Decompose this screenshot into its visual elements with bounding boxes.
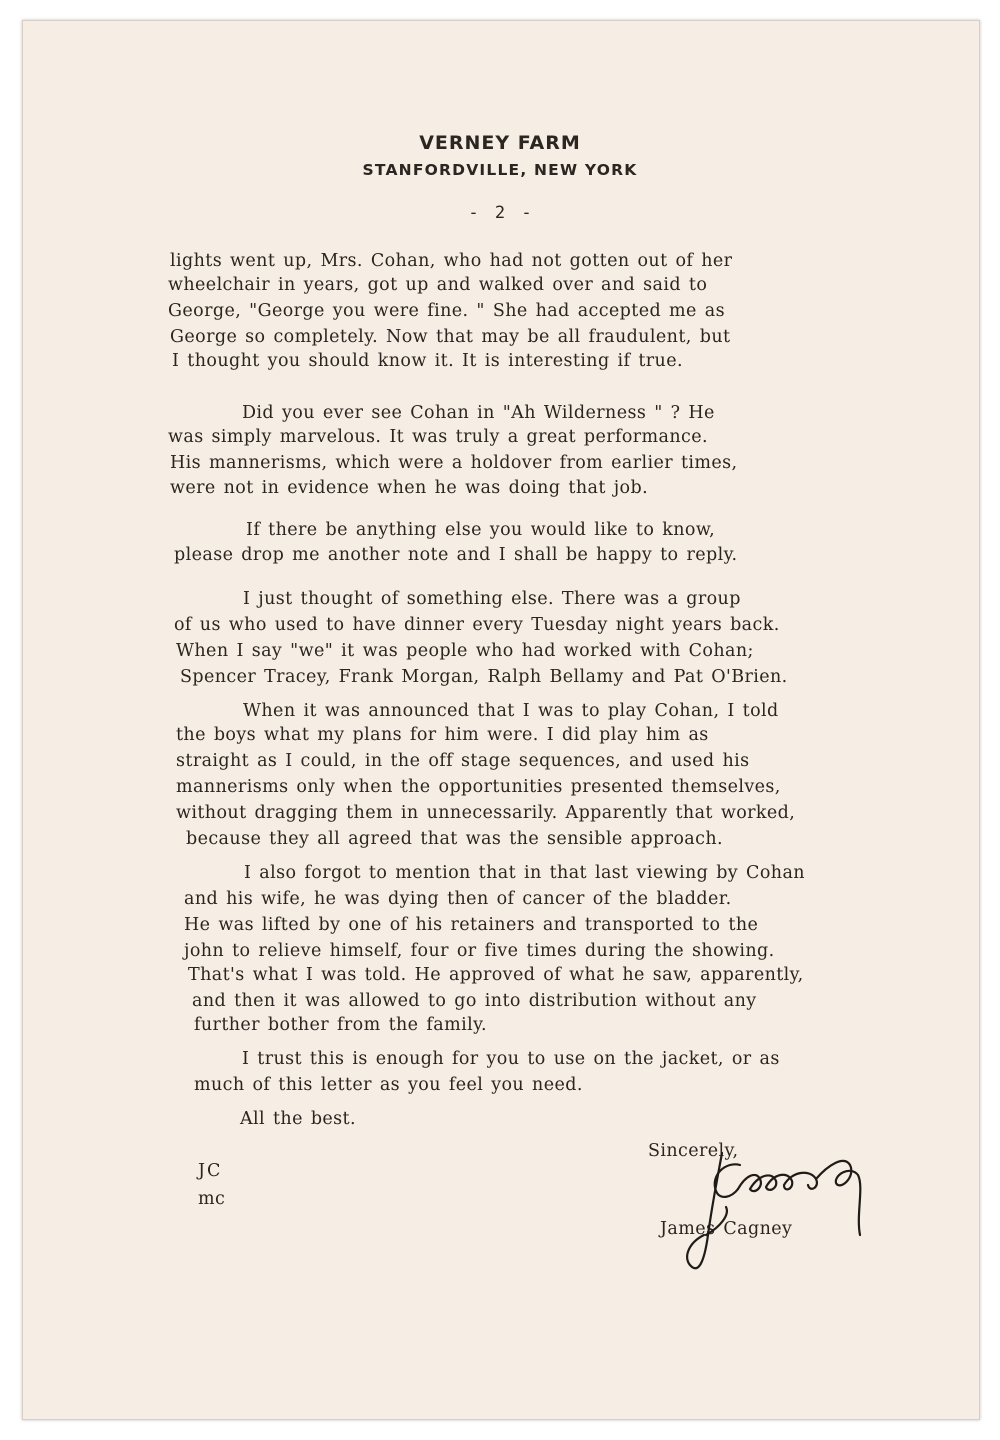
body-line: mannerisms only when the opportunities presented themselves,	[176, 777, 781, 797]
body-line: because they all agreed that was the sensible approach.	[186, 829, 723, 849]
body-line: That's what I was told. He approved of what he saw, apparently,	[188, 965, 804, 985]
typist-initials: JC	[198, 1161, 223, 1181]
typed-signature: James Cagney	[660, 1219, 793, 1239]
body-line: wheelchair in years, got up and walked over and said to	[168, 275, 708, 295]
body-line: much of this letter as you feel you need.	[194, 1075, 583, 1095]
body-line: If there be anything else you would like to know,	[246, 520, 716, 540]
body-line: I trust this is enough for you to use on the jacket, or as	[242, 1049, 780, 1069]
body-line: were not in evidence when he was doing that job.	[170, 478, 649, 498]
body-line: and then it was allowed to go into distribution without any	[192, 991, 757, 1011]
body-line: straight as I could, in the off stage sequences, and used his	[176, 751, 750, 771]
body-line: I just thought of something else. There was a group	[243, 589, 741, 609]
valediction: All the best.	[240, 1109, 356, 1129]
body-line: I also forgot to mention that in that last viewing by Cohan	[244, 863, 805, 883]
body-line: the boys what my plans for him were. I did play him as	[176, 725, 709, 745]
body-line: further bother from the family.	[194, 1015, 488, 1035]
body-line: john to relieve himself, four or five times during the showing.	[184, 941, 775, 961]
body-line: and his wife, he was dying then of cancer of the bladder.	[184, 889, 732, 909]
body-line: please drop me another note and I shall be happy to reply.	[174, 545, 738, 565]
body-line: His mannerisms, which were a holdover from earlier times,	[170, 453, 738, 473]
body-line: Spencer Tracey, Frank Morgan, Ralph Bellamy and Pat O'Brien.	[180, 667, 788, 687]
page-number: - 2 -	[468, 203, 532, 223]
body-line: I thought you should know it. It is interesting if true.	[172, 351, 683, 371]
body-line: He was lifted by one of his retainers and transported to the	[184, 915, 759, 935]
body-line: When I say "we" it was people who had worked with Cohan;	[176, 641, 754, 661]
letterhead-name: VERNEY FARM	[419, 132, 581, 154]
body-line: When it was announced that I was to play Cohan, I told	[243, 701, 779, 721]
body-line: without dragging them in unnecessarily. Apparently that worked,	[176, 803, 796, 823]
body-line: of us who used to have dinner every Tuesday night years back.	[174, 615, 780, 635]
body-line: Did you ever see Cohan in "Ah Wilderness " ? He	[242, 403, 715, 423]
handwritten-signature	[660, 1135, 890, 1275]
body-line: George, "George you were fine. " She had accepted me as	[168, 301, 725, 321]
letterhead-location: STANFORDVILLE, NEW YORK	[362, 161, 638, 179]
typist-initials: mc	[198, 1189, 226, 1209]
body-line: was simply marvelous. It was truly a great performance.	[168, 427, 708, 447]
body-line: George so completely. Now that may be all fraudulent, but	[170, 327, 731, 347]
closing: Sincerely,	[648, 1141, 739, 1161]
body-line: lights went up, Mrs. Cohan, who had not gotten out of her	[170, 251, 733, 271]
